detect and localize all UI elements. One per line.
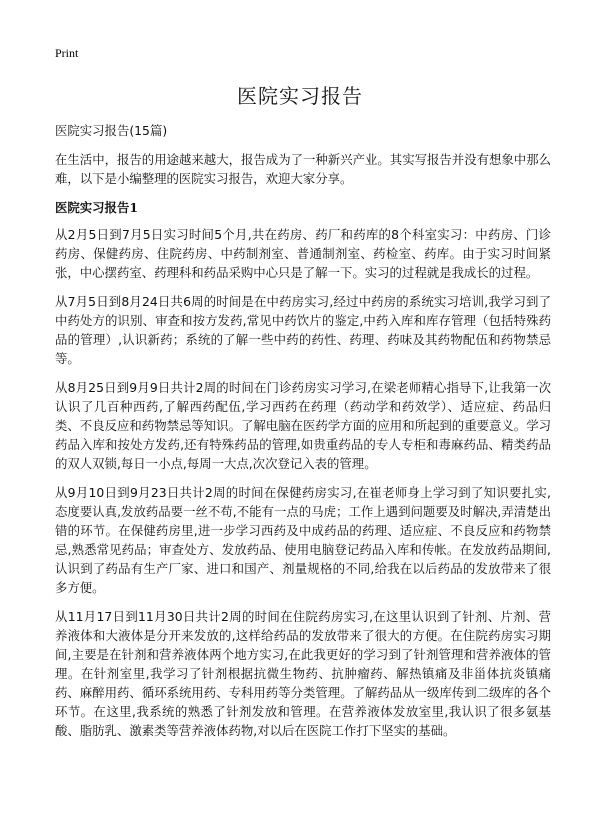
body-paragraph: 从7月5日到8月24日共6周的时间是在中药房实习,经过中药房的系统实习培训,我学习到了中药处方的识别、审查和按方发药,常见中药饮片的鉴定,中药入库和库存管理（包括特殊药品的管理）,认识新药；系统的了解一些中药的药性、药理、药味及其药物配伍和药物禁忌等。	[55, 294, 551, 366]
document-subtitle: 医院实习报告(15篇)	[55, 123, 168, 138]
print-link[interactable]: Print	[55, 46, 79, 60]
document-body	[55, 121, 551, 750]
body-paragraph: 从8月25日到9月9日共计2周的时间在门诊药房实习学习,在梁老师精心指导下,让我第一次认识了几百种西药,了解西药配伍,学习西药在药理（药动学和药效学）、适应症、药品归类、不良反应和药物禁忌等知识。了解电脑在医药学方面的应用和所起到的重要意义。学习药品入库和按处方发药,还有特殊药品的管理,如贵重药品的专人专柜和毒麻药品、精类药品的双人双锁,每日一小点,每周一大点,次次登记入表的管理。	[55, 380, 551, 471]
body-paragraph: 从11月17日到11月30日共计2周的时间在住院药房实习,在这里认识到了针剂、片剂、营养液体和大液体是分开来发放的,这样给药品的发放带来了很大的方便。在住院药房实习期间,主要是在针剂和营养液体两个地方实习,在此我更好的学习到了针剂管理和营养液体的管理。在针剂室里,我学习了针剂根据抗微生物药、抗肿瘤药、解热镇痛及非甾体抗炎镇痛药、麻醉用药、循环系统用药、专科用药等分类管理。了解药品从一级库传到二级库的各个环节。在这里,我系统的熟悉了针剂发放和管理。在营养液体发放室里,我认识了很多氨基酸、脂肪乳、激素类等营养液体药物,对以后在医院工作打下坚实的基础。	[55, 609, 551, 738]
section-heading: 医院实习报告1	[55, 200, 138, 215]
page-title: 医院实习报告	[237, 84, 363, 108]
intro-paragraph: 在生活中，报告的用途越来越大，报告成为了一种新兴产业。其实写报告并没有想象中那么难，以下是小编整理的医院实习报告，欢迎大家分享。	[55, 152, 551, 186]
body-paragraph: 从9月10日到9月23日共计2周的时间在保健药房实习,在崔老师身上学习到了知识要扎实,态度要认真,发放药品要一丝不苟,不能有一点的马虎；工作上遇到问题要及时解决,弄清楚出错的环节。在保健药房里,进一步学习西药及中成药品的药理、适应症、不良反应和药物禁忌,熟悉常见药品；审查处方、发放药品、使用电脑登记药品入库和传帐。在发放药品期间,认识到了药品有生产厂家、进口和国产、剂量规格的不同,给我在以后药品的发放带来了很多方便。	[55, 485, 551, 595]
body-paragraph: 从2月5日到7月5日实习时间5个月,共在药房、药厂和药库的8个科室实习：中药房、门诊药房、保健药房、住院药房、中药制剂室、普通制剂室、药检室、药库。由于实习时间紧张，中心摆药室、药理科和药品采购中心只是了解一下。实习的过程就是我成长的过程。	[55, 227, 551, 280]
